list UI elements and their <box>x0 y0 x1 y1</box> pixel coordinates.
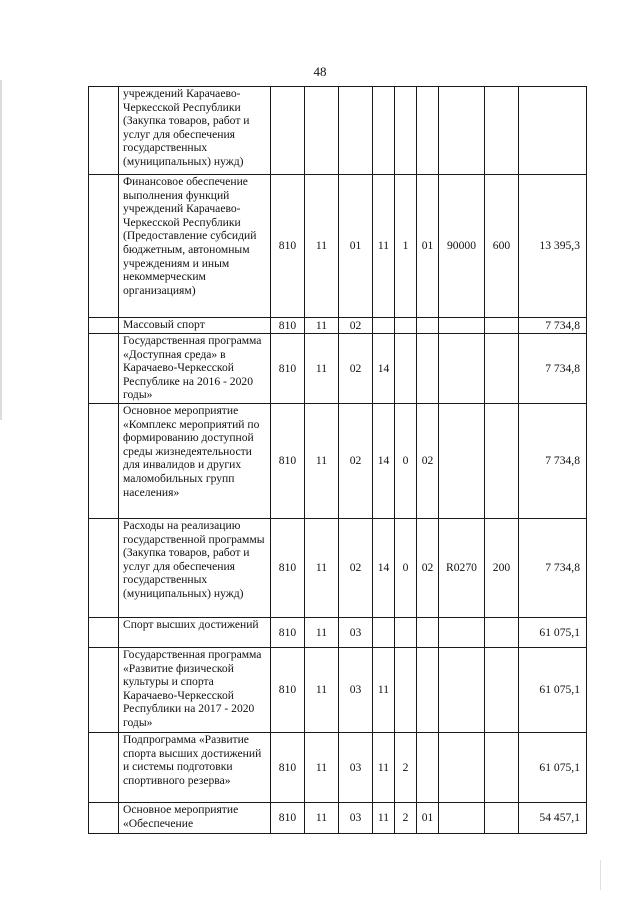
event-code: 01 <box>417 803 439 834</box>
ministry-code <box>271 87 305 175</box>
program-code <box>373 87 395 175</box>
table-row <box>89 733 587 803</box>
amount-value: 61 075,1 <box>519 733 587 803</box>
direction-code <box>439 648 485 733</box>
ministry-code: 810 <box>271 404 305 519</box>
event-code <box>417 618 439 648</box>
amount-value: 7 734,8 <box>519 334 587 404</box>
expense-type-code <box>485 733 519 803</box>
ministry-code: 810 <box>271 334 305 404</box>
section-code: 11 <box>305 404 339 519</box>
blank-cell <box>89 318 119 334</box>
subsection-code: 03 <box>339 733 373 803</box>
row-name: Основное мероприятие «Обеспечение <box>119 803 271 834</box>
subprogram-code <box>395 334 417 404</box>
table-row <box>89 648 587 733</box>
expense-type-code <box>485 318 519 334</box>
row-name: Финансовое обеспечение выполнения функций учреждений Карачаево-Черкесской Республики (Предоставление субсидий бюджетным, автономным учреждениям и иным некоммерческим организациям) <box>119 175 271 318</box>
row-name: Расходы на реализацию государственной программы (Закупка товаров, работ и услуг для обеспечения государственных (муниципальных) нужд) <box>119 519 271 618</box>
subsection-code: 03 <box>339 803 373 834</box>
blank-cell <box>89 404 119 519</box>
amount-value <box>519 87 587 175</box>
section-code: 11 <box>305 519 339 618</box>
program-code: 11 <box>373 733 395 803</box>
ministry-code: 810 <box>271 519 305 618</box>
program-code <box>373 618 395 648</box>
subprogram-code <box>395 618 417 648</box>
table-row <box>89 618 587 648</box>
section-code: 11 <box>305 618 339 648</box>
subprogram-code <box>395 318 417 334</box>
blank-cell <box>89 87 119 175</box>
subprogram-code: 0 <box>395 519 417 618</box>
program-code: 14 <box>373 519 395 618</box>
expense-type-code <box>485 803 519 834</box>
direction-code <box>439 87 485 175</box>
amount-value: 54 457,1 <box>519 803 587 834</box>
section-code <box>305 87 339 175</box>
subprogram-code <box>395 648 417 733</box>
event-code <box>417 318 439 334</box>
subprogram-code: 1 <box>395 175 417 318</box>
blank-cell <box>89 803 119 834</box>
event-code <box>417 648 439 733</box>
event-code: 02 <box>417 519 439 618</box>
subprogram-code: 2 <box>395 803 417 834</box>
program-code: 11 <box>373 175 395 318</box>
table-row <box>89 404 587 519</box>
subsection-code: 02 <box>339 334 373 404</box>
expense-type-code: 200 <box>485 519 519 618</box>
subsection-code: 02 <box>339 404 373 519</box>
subprogram-code: 2 <box>395 733 417 803</box>
row-name: Спорт высших достижений <box>119 618 271 648</box>
scan-artifact <box>600 860 601 890</box>
ministry-code: 810 <box>271 648 305 733</box>
event-code <box>417 733 439 803</box>
ministry-code: 810 <box>271 618 305 648</box>
direction-code: R0270 <box>439 519 485 618</box>
scan-artifact <box>0 80 2 420</box>
event-code <box>417 87 439 175</box>
subsection-code: 02 <box>339 318 373 334</box>
table-row <box>89 803 587 834</box>
table-row <box>89 87 587 175</box>
section-code: 11 <box>305 175 339 318</box>
ministry-code: 810 <box>271 733 305 803</box>
row-name: Государственная программа «Доступная среда» в Карачаево-Черкесской Республике на 2016 - 2020 годы» <box>119 334 271 404</box>
program-code: 14 <box>373 404 395 519</box>
event-code: 02 <box>417 404 439 519</box>
direction-code <box>439 404 485 519</box>
row-name: Массовый спорт <box>119 318 271 334</box>
blank-cell <box>89 175 119 318</box>
amount-value: 61 075,1 <box>519 648 587 733</box>
blank-cell <box>89 334 119 404</box>
blank-cell <box>89 733 119 803</box>
direction-code <box>439 318 485 334</box>
amount-value: 7 734,8 <box>519 519 587 618</box>
subsection-code: 03 <box>339 618 373 648</box>
section-code: 11 <box>305 648 339 733</box>
direction-code: 90000 <box>439 175 485 318</box>
subsection-code: 01 <box>339 175 373 318</box>
event-code <box>417 334 439 404</box>
amount-value: 7 734,8 <box>519 318 587 334</box>
expense-type-code <box>485 87 519 175</box>
subprogram-code <box>395 87 417 175</box>
expense-type-code <box>485 648 519 733</box>
expense-type-code <box>485 334 519 404</box>
amount-value: 13 395,3 <box>519 175 587 318</box>
row-name: Основное мероприятие «Комплекс мероприятий по формированию доступной среды жизнедеятельности для инвалидов и других маломобильных групп населения» <box>119 404 271 519</box>
program-code: 11 <box>373 803 395 834</box>
ministry-code: 810 <box>271 803 305 834</box>
direction-code <box>439 733 485 803</box>
program-code: 11 <box>373 648 395 733</box>
program-code: 14 <box>373 334 395 404</box>
subsection-code: 03 <box>339 648 373 733</box>
subsection-code: 02 <box>339 519 373 618</box>
subsection-code <box>339 87 373 175</box>
budget-table <box>88 86 587 834</box>
blank-cell <box>89 519 119 618</box>
program-code <box>373 318 395 334</box>
row-name: учреждений Карачаево-Черкесской Республики (Закупка товаров, работ и услуг для обеспечения государственных (муниципальных) нужд) <box>119 87 271 175</box>
table-row <box>89 519 587 618</box>
subprogram-code: 0 <box>395 404 417 519</box>
direction-code <box>439 803 485 834</box>
blank-cell <box>89 648 119 733</box>
section-code: 11 <box>305 318 339 334</box>
table-row <box>89 334 587 404</box>
row-name: Государственная программа «Развитие физической культуры и спорта Карачаево-Черкесской Республики на 2017 - 2020 годы» <box>119 648 271 733</box>
expense-type-code: 600 <box>485 175 519 318</box>
row-name: Подпрограмма «Развитие спорта высших достижений и системы подготовки спортивного резерва» <box>119 733 271 803</box>
section-code: 11 <box>305 733 339 803</box>
ministry-code: 810 <box>271 318 305 334</box>
ministry-code: 810 <box>271 175 305 318</box>
table-row <box>89 318 587 334</box>
expense-type-code <box>485 618 519 648</box>
section-code: 11 <box>305 334 339 404</box>
page-number: 48 <box>313 64 327 79</box>
amount-value: 7 734,8 <box>519 404 587 519</box>
section-code: 11 <box>305 803 339 834</box>
direction-code <box>439 334 485 404</box>
table-row <box>89 175 587 318</box>
direction-code <box>439 618 485 648</box>
event-code: 01 <box>417 175 439 318</box>
amount-value: 61 075,1 <box>519 618 587 648</box>
expense-type-code <box>485 404 519 519</box>
blank-cell <box>89 618 119 648</box>
